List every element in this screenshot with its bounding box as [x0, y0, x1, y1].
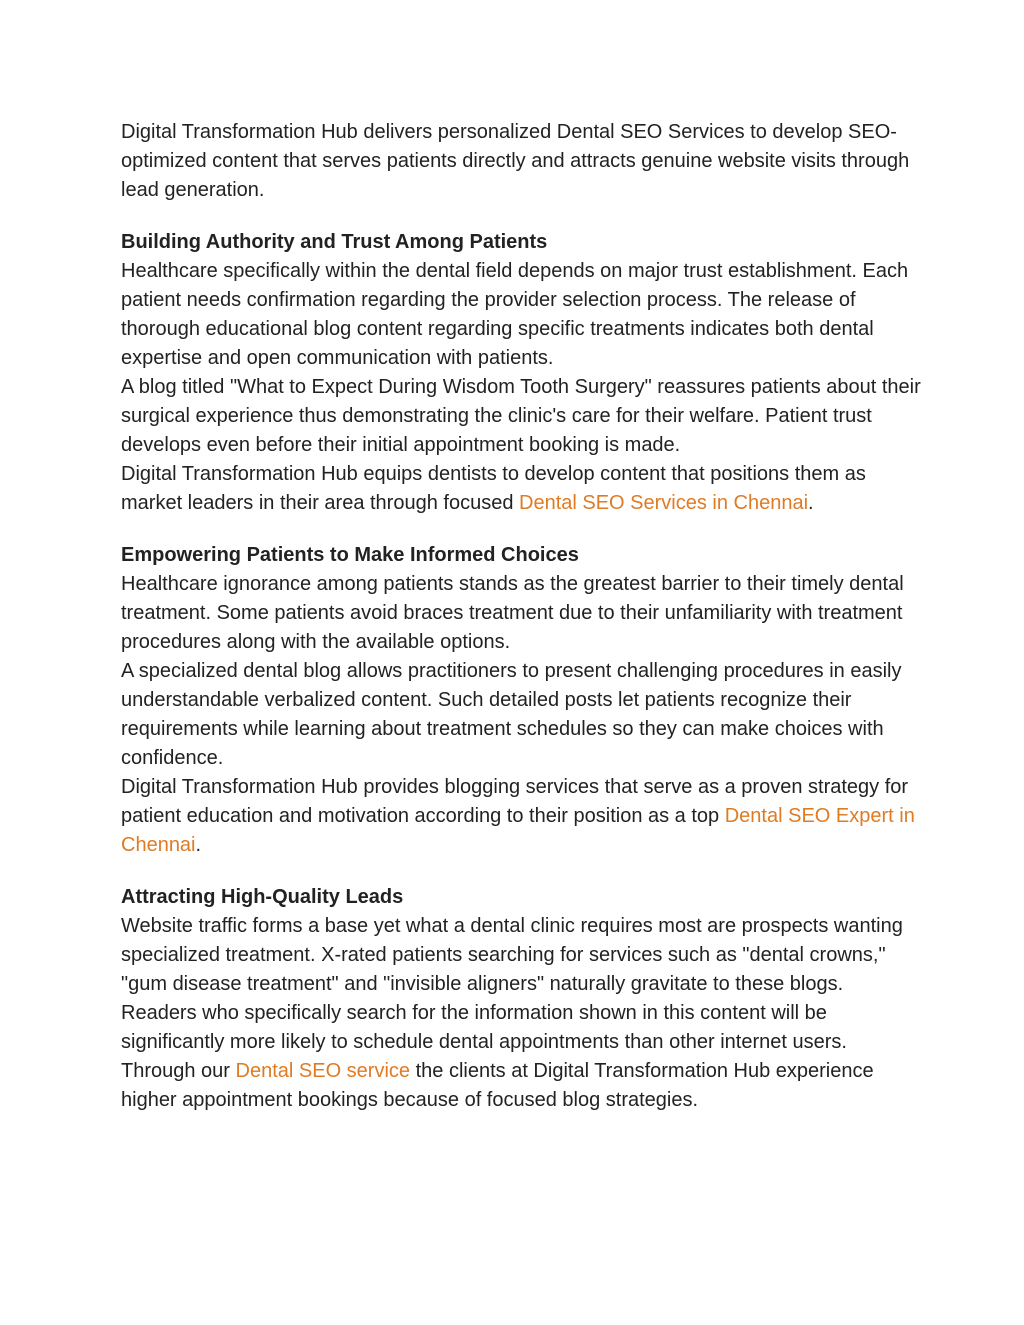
paragraph-with-link	[121, 460, 921, 518]
section-heading: Building Authority and Trust Among Patients	[121, 231, 548, 253]
paragraph-with-link	[121, 773, 921, 860]
paragraph-text: the clients at Digital Transformation Hub experience higher appointment bookings because of focused blog strategies.	[121, 1060, 874, 1111]
paragraph-text: Digital Transformation Hub provides blogging services that serve as a proven strategy for patient education and motivation according to their position as a top	[121, 776, 909, 827]
paragraph: A specialized dental blog allows practitioners to present challenging procedures in easily understandable verbalized content. Such detailed posts let patients recognize their requirements while learning about treatment schedules so they can make choices with confidence.	[121, 660, 902, 769]
paragraph: Website traffic forms a base yet what a dental clinic requires most are prospects wanting specialized treatment. X-rated patients searching for services such as "dental crowns," "gum disease treatment" and "invisible aligners" naturally gravitate to these blogs.	[121, 915, 903, 995]
paragraph-text: Readers who specifically search for the information shown in this content will be significantly more likely to schedule dental appointments than other internet users. Through our	[121, 1002, 847, 1082]
dental-seo-expert-chennai-link[interactable]: Dental SEO Expert in Chennai	[121, 805, 915, 856]
section-heading: Attracting High-Quality Leads	[121, 886, 404, 908]
section-empowering-patients	[121, 541, 921, 860]
document-page	[121, 118, 921, 1115]
dental-seo-service-link[interactable]: Dental SEO service	[235, 1060, 411, 1082]
section-heading: Empowering Patients to Make Informed Choices	[121, 544, 579, 566]
paragraph: Healthcare ignorance among patients stands as the greatest barrier to their timely dental treatment. Some patients avoid braces treatment due to their unfamiliarity with treatment procedures along with the available options.	[121, 573, 904, 653]
paragraph-with-link	[121, 999, 921, 1115]
paragraph: Healthcare specifically within the dental field depends on major trust establishment. Each patient needs confirmation regarding the provider selection process. The release of thorough educational blog content regarding specific treatments indicates both dental expertise and open communication with patients.	[121, 260, 909, 369]
section-building-authority	[121, 228, 921, 518]
paragraph-text: .	[195, 834, 202, 856]
paragraph-text: .	[808, 492, 814, 514]
paragraph-text: Digital Transformation Hub equips dentists to develop content that positions them as market leaders in their area through focused	[121, 463, 866, 514]
section-attracting-leads	[121, 883, 921, 1115]
paragraph: A blog titled "What to Expect During Wisdom Tooth Surgery" reassures patients about their surgical experience thus demonstrating the clinic's care for their welfare. Patient trust develops even before their initial appointment booking is made.	[121, 376, 921, 456]
dental-seo-services-chennai-link[interactable]: Dental SEO Services in Chennai	[519, 492, 809, 514]
intro-paragraph: Digital Transformation Hub delivers personalized Dental SEO Services to develop SEO-optimized content that serves patients directly and attracts genuine website visits through lead generation.	[121, 121, 910, 201]
